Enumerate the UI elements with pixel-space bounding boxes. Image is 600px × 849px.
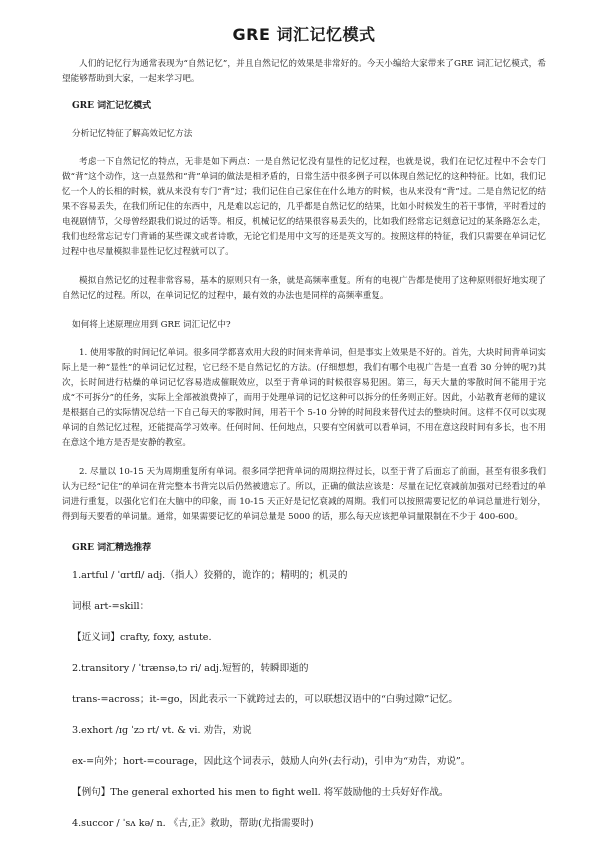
body-paragraph: 1. 使用零散的时间记忆单词。很多同学都喜欢用大段的时间来背单词，但是事实上效果是不好的。首先，大块时间背单词实际上是一种“显性”的单词记忆过程，它已经不是自然记忆的方法。(仔细想想，我们有哪个电视广告是一直看 30 分钟的呢?)其次，长时间进行枯燥的单词记忆容易造成催眠效应，以至于背单词的时候很容易犯困。第三，每天大量的零散时间不能用于完成“不可拆分”的任务，实际上全部被浪费掉了，而用于处理单词的记忆这种可以拆分的任务则正好。因此，小站教育老师的建议是根据自己的实际情况总结一下自己每天的零散时间，用若干个 5-10 分钟的时间段来替代过去的整块时间。这样不仅可以实现单词的自然记忆过程，还能提高学习效率。任何时间、任何地点，只要有空闲就可以看单词，不用在意这段时间有多长，也不用在意这个地方是否是安静的教室。: [62, 348, 546, 448]
question-line: 如何将上述原理应用到 GRE 词汇记忆中?: [72, 320, 231, 330]
body-paragraph: 模拟自然记忆的过程非常容易，基本的原则只有一条，就是高频率重复。所有的电视广告都是使用了这种原则很好地实现了自然记忆的过程。所以，在单词记忆的过程中，最有效的办法也是同样的高频率重复。: [62, 276, 546, 301]
page-title: GRE 词汇记忆模式: [232, 25, 376, 44]
section-heading-vocab: GRE 词汇精选推荐: [72, 543, 152, 553]
vocab-entry: 【例句】The general exhorted his men to fight well. 将军鼓励他的士兵好好作战。: [72, 787, 449, 798]
vocab-entry: 1.artful / ˈɑrtfl/ adj.（指人）狡猾的，诡诈的；精明的；机灵的: [72, 570, 348, 581]
vocab-entry: 词根 art-=skill：: [72, 601, 150, 612]
vocab-entry: 4.succor / ˈsʌ kə/ n. 《古,正》救助，帮助(尤指需要时): [72, 818, 314, 829]
vocab-entry: 3.exhort /ɪɡ ˈzɔ rt/ vt. & vi. 劝告，劝说: [72, 725, 252, 736]
body-paragraph: 2. 尽量以 10-15 天为周期重复所有单词。很多同学把背单词的周期拉得过长，以至于背了后面忘了前面，甚至有很多我们认为已经“记住”的单词在背完整本书背完以后仍然被遗忘了。所以，正确的做法应该是：尽量在记忆衰减前加强对已经看过的单词进行重复，以强化它们在大脑中的印象，而 10-15 天正好是记忆衰减的周期。我们可以按照需要记忆的单词总量进行划分，得到每天要看的单词量。通常，如果需要记忆的单词总量是 5000 的话，那么每天应该把单词量限制在不少于 400-600。: [62, 467, 546, 522]
section-subheading: 分析记忆特征了解高效记忆方法: [72, 129, 193, 139]
vocab-entry: ex-=向外；hort-=courage，因此这个词表示，鼓励人向外(去行动)，引申为“劝告，劝说”。: [72, 756, 471, 767]
vocab-entry: 2.transitory / ˈtrænsəˌtɔ ri/ adj.短暂的，转瞬即逝的: [72, 663, 309, 674]
intro-paragraph: 人们的记忆行为通常表现为“自然记忆”，并且自然记忆的效果是非常好的。今天小编给大家带来了GRE 词汇记忆模式，希望能够帮助到大家，一起来学习吧。: [62, 59, 546, 84]
body-paragraph: 考虑一下自然记忆的特点，无非是如下两点：一是自然记忆没有显性的记忆过程，也就是说，我们在记忆过程中不会专门做“背”这个动作，这一点显然和“背”单词的做法是相矛盾的，日常生活中很多例子可以体现自然记忆的这种特征。比如，我们记忆一个人的长相的时候，就从来没有专门“背”过；我们记住自己家住在什么地方的时候，也从来没有“背”过。二是自然记忆的结果不容易丢失，在我们所记住的东西中，凡是难以忘记的，几乎都是自然记忆的结果，比如小时候发生的若干事情，平时看过的电视剧情节，父母曾经跟我们说过的话等。相反，机械记忆的结果很容易丢失的，比如我们经常忘记刻意记过的某条路怎么走，我们也经常忘记专门背诵的某些课文或者诗歌，无论它们是用中文写的还是英文写的。按照这样的特征，我们只需要在单词记忆过程中也尽量模拟非显性记忆过程就可以了。: [62, 157, 546, 257]
vocab-list: [62, 569, 546, 831]
vocab-entry: trans-=across；it-=go，因此表示一下就跨过去的，可以联想汉语中的“白驹过隙”记忆。: [72, 694, 458, 705]
section-heading-memory-mode: GRE 词汇记忆模式: [72, 101, 152, 111]
vocab-entry: 【近义词】crafty, foxy, astute.: [72, 632, 212, 643]
